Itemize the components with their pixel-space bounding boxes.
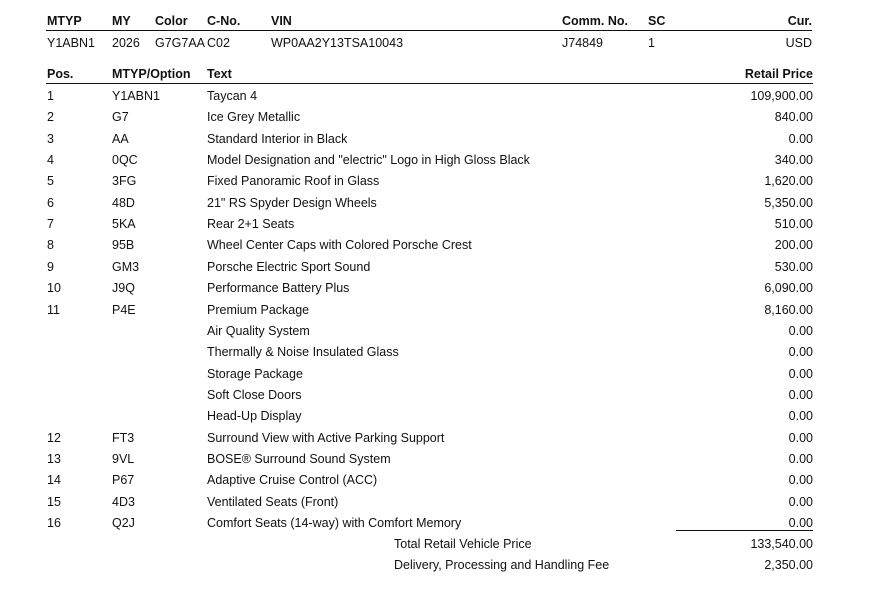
row-pos: 15 (47, 495, 61, 509)
value-color: G7G7AA (155, 36, 206, 50)
row-pos: 10 (47, 281, 61, 295)
row-price: 510.00 (774, 217, 813, 231)
row-text: Taycan 4 (207, 89, 258, 103)
label-comm-no: Comm. No. (562, 14, 628, 28)
row-option-code: 3FG (112, 174, 137, 188)
row-pos: 1 (47, 89, 54, 103)
row-option-code: G7 (112, 110, 129, 124)
row-pos: 3 (47, 132, 54, 146)
col-pos-header: Pos. (47, 67, 74, 81)
row-option-code: GM3 (112, 260, 140, 274)
label-sc: SC (648, 14, 666, 28)
row-option-code: 0QC (112, 153, 138, 167)
row-option-code: 48D (112, 196, 135, 210)
total-retail-label: Total Retail Vehicle Price (394, 537, 532, 551)
value-mtyp: Y1ABN1 (47, 36, 95, 50)
row-price: 0.00 (788, 388, 813, 402)
row-price: 0.00 (788, 452, 813, 466)
value-sc: 1 (648, 36, 655, 50)
value-vin: WP0AA2Y13TSA10043 (271, 36, 404, 50)
label-my: MY (112, 14, 131, 28)
delivery-fee-label: Delivery, Processing and Handling Fee (394, 558, 610, 572)
col-text-header: Text (207, 67, 232, 81)
row-price: 0.00 (788, 132, 813, 146)
row-pos: 6 (47, 196, 54, 210)
row-option-code: P67 (112, 473, 135, 487)
subtotal-rule (676, 530, 813, 531)
value-my: 2026 (112, 36, 140, 50)
col-price-header: Retail Price (744, 67, 813, 81)
row-text: Air Quality System (207, 324, 310, 338)
row-pos: 13 (47, 452, 61, 466)
value-comm-no: J74849 (562, 36, 604, 50)
row-option-code: 4D3 (112, 495, 135, 509)
table-header-underline (46, 83, 813, 84)
row-text: Comfort Seats (14-way) with Comfort Memory (207, 516, 462, 530)
row-price: 5,350.00 (764, 196, 813, 210)
row-price: 0.00 (788, 473, 813, 487)
row-text: Fixed Panoramic Roof in Glass (207, 174, 380, 188)
row-pos: 9 (47, 260, 54, 274)
row-text: Thermally & Noise Insulated Glass (207, 345, 399, 359)
row-price: 8,160.00 (764, 303, 813, 317)
row-price: 6,090.00 (764, 281, 813, 295)
row-pos: 12 (47, 431, 61, 445)
row-price: 340.00 (774, 153, 813, 167)
row-text: Performance Battery Plus (207, 281, 350, 295)
row-text: 21" RS Spyder Design Wheels (207, 196, 377, 210)
label-color: Color (155, 14, 188, 28)
row-text: Ventilated Seats (Front) (207, 495, 339, 509)
row-text: Rear 2+1 Seats (207, 217, 295, 231)
delivery-fee-value: 2,350.00 (764, 558, 813, 572)
total-retail-value: 133,540.00 (750, 537, 813, 551)
row-text: Head-Up Display (207, 409, 302, 423)
row-pos: 5 (47, 174, 54, 188)
row-option-code: Y1ABN1 (112, 89, 160, 103)
header-underline (46, 30, 812, 31)
row-option-code: FT3 (112, 431, 135, 445)
row-text: Standard Interior in Black (207, 132, 348, 146)
row-text: BOSE® Surround Sound System (207, 452, 391, 466)
row-text: Ice Grey Metallic (207, 110, 301, 124)
row-option-code: 9VL (112, 452, 135, 466)
row-price: 1,620.00 (764, 174, 813, 188)
row-option-code: AA (112, 132, 129, 146)
row-text: Storage Package (207, 367, 303, 381)
row-option-code: P4E (112, 303, 136, 317)
row-price: 200.00 (774, 238, 813, 252)
row-text: Adaptive Cruise Control (ACC) (207, 473, 378, 487)
row-pos: 8 (47, 238, 54, 252)
label-cno: C-No. (207, 14, 241, 28)
row-price: 0.00 (788, 409, 813, 423)
row-pos: 11 (47, 303, 60, 317)
label-currency: Cur. (787, 14, 812, 28)
row-pos: 2 (47, 110, 54, 124)
row-price: 0.00 (788, 516, 813, 530)
row-text: Wheel Center Caps with Colored Porsche Crest (207, 238, 472, 252)
row-text: Model Designation and "electric" Logo in High Gloss Black (207, 153, 530, 167)
row-price: 0.00 (788, 324, 813, 338)
row-pos: 7 (47, 217, 54, 231)
value-currency: USD (785, 36, 812, 50)
value-cno: C02 (207, 36, 230, 50)
label-mtyp: MTYP (47, 14, 82, 28)
label-vin: VIN (271, 14, 292, 28)
row-option-code: 95B (112, 238, 135, 252)
row-text: Soft Close Doors (207, 388, 302, 402)
row-text: Porsche Electric Sport Sound (207, 260, 371, 274)
row-price: 0.00 (788, 367, 813, 381)
row-price: 840.00 (774, 110, 813, 124)
row-text: Surround View with Active Parking Support (207, 431, 445, 445)
row-option-code: 5KA (112, 217, 136, 231)
row-option-code: J9Q (112, 281, 135, 295)
row-price: 530.00 (774, 260, 813, 274)
row-pos: 4 (47, 153, 54, 167)
row-pos: 14 (47, 473, 61, 487)
row-price: 0.00 (788, 345, 813, 359)
row-pos: 16 (47, 516, 61, 530)
col-option-header: MTYP/Option (112, 67, 191, 81)
row-text: Premium Package (207, 303, 310, 317)
row-option-code: Q2J (112, 516, 135, 530)
row-price: 0.00 (788, 431, 813, 445)
row-price: 109,900.00 (750, 89, 813, 103)
row-price: 0.00 (788, 495, 813, 509)
